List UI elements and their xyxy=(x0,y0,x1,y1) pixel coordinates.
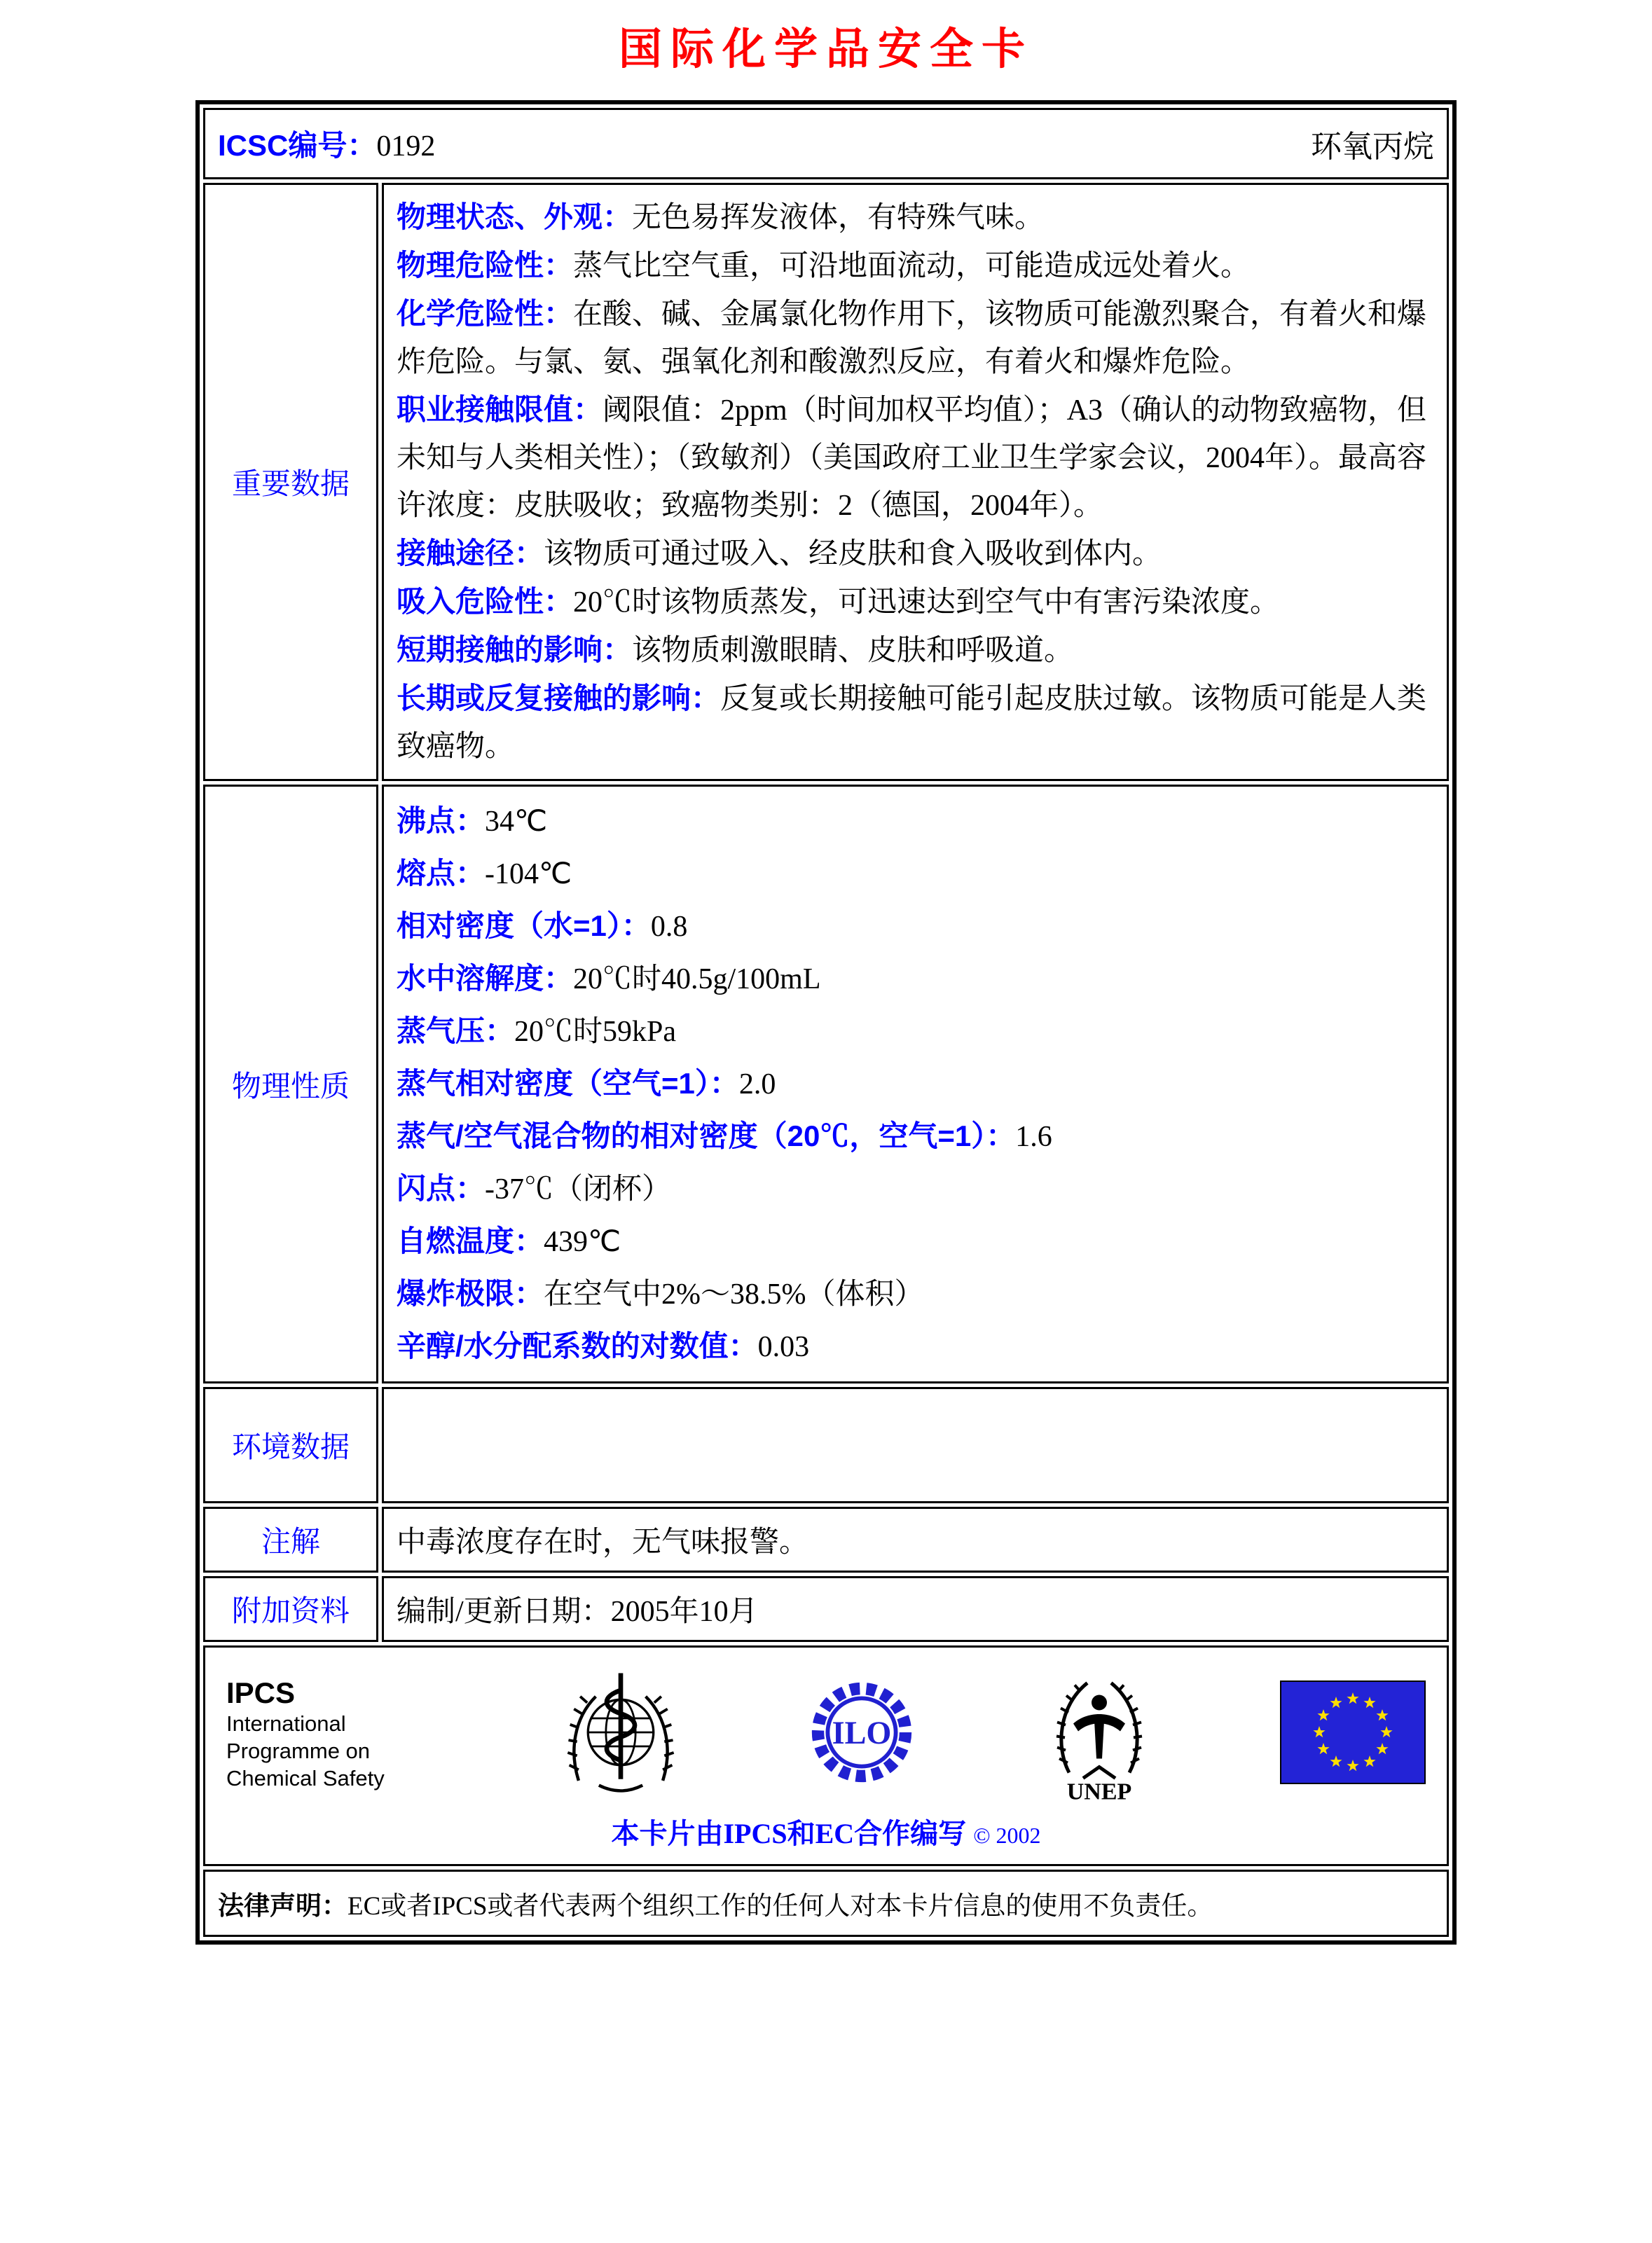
icsc-number-label: ICSC编号： xyxy=(218,129,377,162)
page-title: 国际化学品安全卡 xyxy=(618,26,1033,74)
logos-cell xyxy=(203,1645,1449,1866)
important-item: 职业接触限值：阈限值：2ppm（时间加权平均值）；A3（确认的动物致癌物，但未知与人类相关性）；（致敏剂）（美国政府工业卫生学家会议，2004年）。最高容许浓度：皮肤吸收；致癌物类别：2（德国，2004年）。 xyxy=(397,393,1427,522)
copyright-text: © 2002 xyxy=(973,1823,1041,1848)
legal-notice-row xyxy=(203,1870,1449,1937)
property-line: 水中溶解度：20℃时40.5g/100mL xyxy=(397,962,821,995)
icsc-number-group xyxy=(218,123,435,165)
row-label-environmental-data: 环境数据 xyxy=(203,1387,378,1503)
important-item: 接触途径：该物质可通过吸入、经皮肤和食入吸收到体内。 xyxy=(397,537,1162,570)
important-item: 短期接触的影响：该物质刺激眼睛、皮肤和呼吸道。 xyxy=(397,633,1074,667)
cooperation-caption: 本卡片由IPCS和EC合作编写 © 2002 xyxy=(611,1818,1041,1849)
unep-logo-icon xyxy=(1047,1660,1152,1807)
unep-letters: UNEP xyxy=(1066,1779,1132,1804)
property-line: 蒸气压：20℃时59kPa xyxy=(397,1014,677,1048)
important-item: 吸入危险性：20℃时该物质蒸发，可迅速达到空气中有害污染浓度。 xyxy=(397,585,1280,619)
legal-notice-label: 法律声明： xyxy=(218,1891,347,1920)
row-label-important-data: 重要数据 xyxy=(203,183,378,781)
legal-notice-cell xyxy=(203,1870,1449,1937)
logos-row xyxy=(203,1645,1449,1866)
property-line: 相对密度（水=1）：0.8 xyxy=(397,909,688,943)
property-line: 闪点：-37℃（闭杯） xyxy=(397,1172,672,1206)
property-line: 熔点：-104℃ xyxy=(397,857,572,890)
important-data-row xyxy=(203,183,1449,781)
property-line: 辛醇/水分配系数的对数值：0.03 xyxy=(397,1330,810,1363)
property-line: 沸点：34℃ xyxy=(397,804,548,838)
chemical-name: 环氧丙烷 xyxy=(1311,130,1434,164)
important-data-content xyxy=(382,183,1449,781)
eu-flag-icon xyxy=(1280,1680,1426,1788)
property-line: 蒸气相对密度（空气=1）：2.0 xyxy=(397,1067,776,1100)
environmental-data-row xyxy=(203,1387,1449,1503)
environmental-data-content xyxy=(382,1387,1449,1503)
icsc-header-row xyxy=(203,108,1449,179)
ipcs-acronym: IPCS xyxy=(226,1676,296,1709)
additional-info-content: 编制/更新日期：2005年10月 xyxy=(382,1576,1449,1642)
property-line: 爆炸极限：在空气中2%～38.5%（体积） xyxy=(397,1277,924,1311)
ilo-logo-icon xyxy=(805,1676,918,1793)
row-label-additional-info: 附加资料 xyxy=(203,1576,378,1642)
physical-properties-row xyxy=(203,785,1449,1383)
row-label-physical-properties: 物理性质 xyxy=(203,785,378,1383)
notes-row xyxy=(203,1507,1449,1573)
ilo-letters: ILO xyxy=(832,1715,892,1751)
icsc-number-value: 0192 xyxy=(376,130,436,163)
additional-info-row xyxy=(203,1576,1449,1642)
icsc-card-table xyxy=(195,100,1457,1945)
ipcs-text-block: IPCS International Programme on Chemical Safety xyxy=(226,1676,436,1792)
important-item: 物理状态、外观：无色易挥发液体，有特殊气味。 xyxy=(397,200,1045,234)
notes-content: 中毒浓度存在时，无气味报警。 xyxy=(382,1507,1449,1573)
who-logo-icon xyxy=(565,1670,677,1798)
property-line: 自燃温度：439℃ xyxy=(397,1224,621,1258)
property-line: 蒸气/空气混合物的相对密度（20℃，空气=1）：1.6 xyxy=(397,1119,1052,1153)
important-item: 化学危险性：在酸、碱、金属氯化物作用下，该物质可能激烈聚合，有着火和爆炸危险。与氯、氨、强氧化剂和酸激烈反应，有着火和爆炸危险。 xyxy=(397,297,1427,378)
important-item: 物理危险性：蒸气比空气重，可沿地面流动，可能造成远处着火。 xyxy=(397,249,1251,282)
legal-notice-text: EC或者IPCS或者代表两个组织工作的任何人对本卡片信息的使用不负责任。 xyxy=(347,1892,1213,1921)
icsc-header-cell xyxy=(203,108,1449,179)
important-item: 长期或反复接触的影响：反复或长期接触可能引起皮肤过敏。该物质可能是人类致癌物。 xyxy=(397,682,1427,763)
physical-properties-content xyxy=(382,785,1449,1383)
row-label-notes: 注解 xyxy=(203,1507,378,1573)
